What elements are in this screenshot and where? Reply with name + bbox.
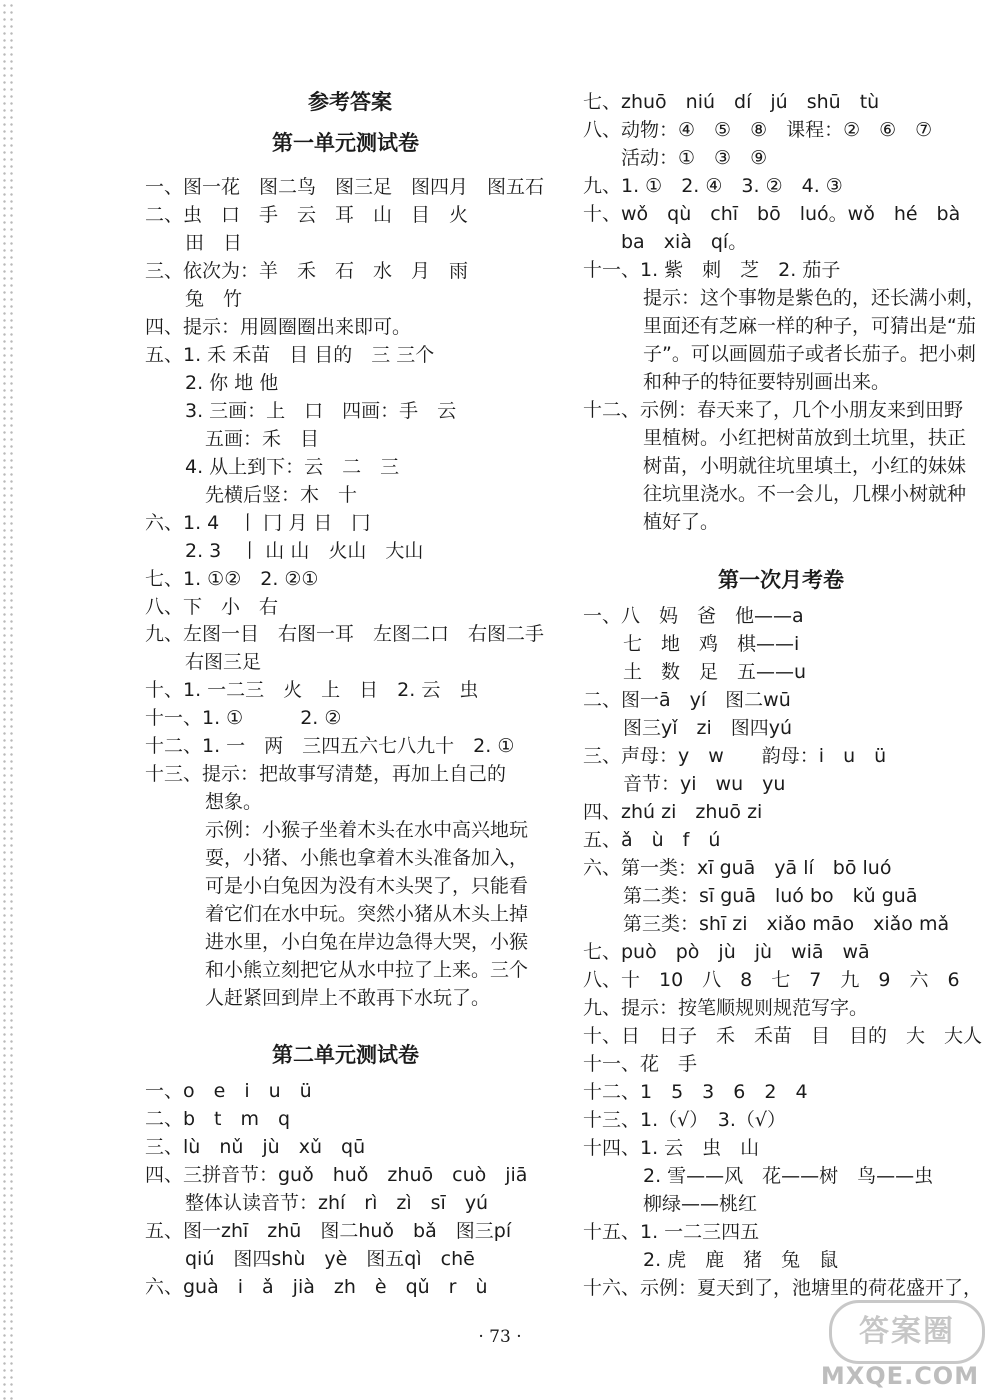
left-answer-line: 十一、1. ① 2. ② (145, 707, 342, 729)
left-answer-line: 兔 竹 (185, 288, 243, 310)
right-answer-line: 十、wǒ qù chī bō luó。wǒ hé bà (583, 203, 961, 225)
left-heading: 第二单元测试卷 (272, 1043, 419, 1067)
right-answer-line: 七、può pò jù jù wiā wā (583, 941, 870, 963)
left-answer-line: 七、1. ①② 2. ②① (145, 568, 319, 590)
right-heading: 第一次月考卷 (718, 568, 844, 592)
left-answer-line: 四、提示：用圆圈圈出来即可。 (145, 316, 412, 338)
right-answer-line: 第二类：sī guā luó bo kǔ guā (623, 885, 918, 907)
right-answer-line: 九、1. ① 2. ④ 3. ② 4. ③ (583, 175, 843, 197)
right-answer-line: 九、提示：按笔顺规则规范写字。 (583, 997, 869, 1019)
right-answer-line: 音节：yi wu yu (623, 773, 786, 795)
left-answer-line: 耍，小猪、小熊也拿着木头准备加入， (205, 847, 529, 869)
left-answer-line: 二、虫 口 手 云 耳 山 目 火 (145, 204, 469, 226)
page-edge-dots (0, 0, 14, 1400)
left-answer-line: 九、左图一目 右图一耳 左图二口 右图二手 (145, 623, 545, 645)
right-answer-line: 十六、示例：夏天到了，池塘里的荷花盛开了， (583, 1277, 983, 1299)
page-number: · 73 · (478, 1327, 522, 1347)
right-answer-line: 树苗，小明就往坑里填土，小红的妹妹 (643, 455, 967, 477)
right-answer-line: 十五、1. 一二三四五 (583, 1221, 760, 1243)
right-answer-line: 五、ǎ ù f ú (583, 829, 721, 851)
left-answer-line: 着它们在水中玩。突然小猪从木头上掉 (205, 903, 529, 925)
right-answer-line: 四、zhú zi zhuō zi (583, 801, 763, 823)
left-answer-line: 可是小白兔因为没有木头哭了，只能看 (205, 875, 529, 897)
right-answer-line: 十一、花 手 (583, 1053, 698, 1075)
watermark-logo (815, 1300, 985, 1392)
left-answer-line: 想象。 (205, 791, 263, 813)
right-answer-line: 往坑里浇水。不一会儿，几棵小树就种 (643, 483, 967, 505)
left-answer-line: 2. 3 丨 山 山 火山 大山 (185, 540, 424, 562)
left-answer-line: 五画：禾 目 (205, 428, 320, 450)
left-answer-line: qiú 图四shù yè 图五qì chē (185, 1248, 475, 1270)
right-answer-line: 和种子的特征要特别画出来。 (643, 371, 891, 393)
left-answer-line: 一、图一花 图二鸟 图三足 图四月 图五石 (145, 176, 545, 198)
left-answer-line: 六、1. 4 丨 冂 月 日 冂 (145, 512, 371, 534)
left-answer-line: 十二、1. 一 两 三四五六七八九十 2. ① (145, 735, 515, 757)
right-answer-line: 第三类：shī zi xiǎo māo xiǎo mǎ (623, 913, 950, 935)
right-answer-line: 2. 虎 鹿 猪 兔 鼠 (643, 1249, 839, 1271)
left-answer-line: 五、图一zhī zhū 图二huǒ bǎ 图三pí (145, 1220, 512, 1242)
right-answer-line: ba xià qí。 (621, 231, 748, 253)
left-answer-line: 和小熊立刻把它从水中拉了上来。三个 (205, 959, 529, 981)
left-answer-line: 右图三足 (185, 651, 262, 673)
left-answer-line: 三、lù nǔ jù xǔ qū (145, 1136, 366, 1158)
left-answer-line: 人赶紧回到岸上不敢再下水玩了。 (205, 987, 491, 1009)
right-answer-line: 六、第一类：xī guā yā lí bō luó (583, 857, 892, 879)
left-answer-line: 进水里，小白兔在岸边急得大哭，小猴 (205, 931, 529, 953)
right-answer-line: 十二、1 5 3 6 2 4 (583, 1081, 808, 1103)
right-answer-line: 二、图一ā yí 图二wū (583, 689, 791, 711)
right-answer-line: 提示：这个事物是紫色的，还长满小刺， (643, 287, 986, 309)
right-answer-line: 十三、1.（√） 3.（√） (583, 1109, 786, 1131)
left-answer-line: 示例：小猴子坐着木头在水中高兴地玩 (205, 819, 529, 841)
left-answer-line: 田 日 (185, 232, 243, 254)
right-answer-line: 七、zhuō niú dí jú shū tù (583, 91, 880, 113)
left-answer-line: 十三、提示：把故事写清楚，再加上自己的 (145, 763, 507, 785)
left-answer-line: 一、o e i u ü (145, 1080, 312, 1102)
left-answer-line: 4. 从上到下：云 二 三 (185, 456, 400, 478)
left-answer-line: 十、1. 一二三 火 上 日 2. 云 虫 (145, 679, 479, 701)
watermark-url: MXQE.COM (820, 1362, 980, 1390)
right-answer-line: 一、八 妈 爸 他——a (583, 605, 804, 627)
right-answer-line: 图三yǐ zi 图四yú (623, 717, 793, 739)
right-answer-line: 2. 雪——风 花——树 鸟——虫 (643, 1165, 934, 1187)
right-answer-line: 柳绿——桃红 (643, 1193, 758, 1215)
left-answer-line: 3. 三画：上 口 四画：手 云 (185, 400, 457, 422)
watermark-logo-text: 答案圈 (829, 1300, 985, 1364)
right-answer-line: 七 地 鸡 棋——i (623, 633, 800, 655)
right-answer-line: 土 数 足 五——u (623, 661, 807, 683)
right-answer-line: 八、十 10 八 8 七 7 九 9 六 6 (583, 969, 960, 991)
right-answer-line: 里植树。小红把树苗放到土坑里，扶正 (643, 427, 967, 449)
right-answer-line: 十二、示例：春天来了，几个小朋友来到田野 (583, 399, 964, 421)
right-answer-line: 植好了。 (643, 511, 720, 533)
right-answer-line: 子”。可以画圆茄子或者长茄子。把小刺 (643, 343, 976, 365)
left-answer-line: 六、guà i ǎ jià zh è qǔ r ù (145, 1276, 488, 1298)
right-answer-line: 三、声母：y w 韵母：i u ü (583, 745, 887, 767)
left-answer-line: 八、下 小 右 (145, 596, 279, 618)
left-answer-line: 整体认读音节：zhí rì zì sī yú (185, 1192, 489, 1214)
left-answer-line: 2. 你 地 他 (185, 372, 279, 394)
left-answer-line: 二、b t m q (145, 1108, 291, 1130)
left-heading: 第一单元测试卷 (272, 131, 419, 155)
right-answer-line: 里面还有芝麻一样的种子，可猜出是“茄 (643, 315, 976, 337)
left-answer-line: 五、1. 禾 禾苗 目 目的 三 三个 (145, 344, 435, 366)
left-answer-line: 先横后竖：木 十 (205, 484, 358, 506)
left-answer-line: 四、三拼音节：guǒ huǒ zhuō cuò jiā (145, 1164, 528, 1186)
right-answer-line: 活动：① ③ ⑨ (621, 147, 768, 169)
left-heading: 参考答案 (308, 90, 392, 114)
right-answer-line: 十、日 日子 禾 禾苗 目 目的 大 大人 (583, 1025, 983, 1047)
right-answer-line: 八、动物：④ ⑤ ⑧ 课程：② ⑥ ⑦ (583, 119, 933, 141)
left-answer-line: 三、依次为：羊 禾 石 水 月 雨 (145, 260, 469, 282)
right-answer-line: 十一、1. 紫 刺 芝 2. 茄子 (583, 259, 841, 281)
right-answer-line: 十四、1. 云 虫 山 (583, 1137, 760, 1159)
